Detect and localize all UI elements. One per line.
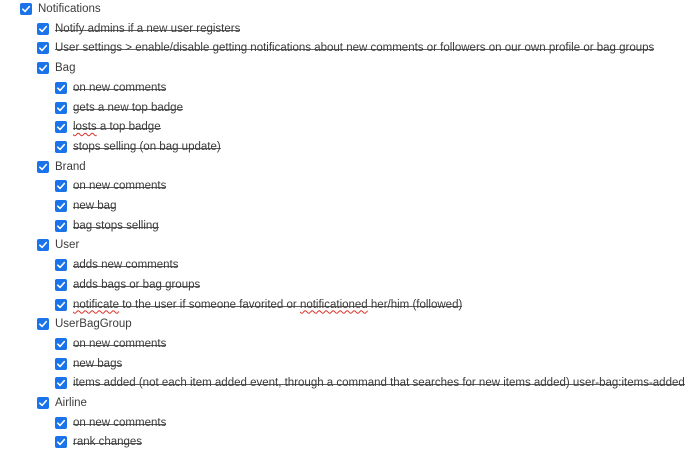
checklist-row-brand-on-new-comments[interactable] <box>0 177 600 195</box>
checkmark-icon <box>38 43 48 53</box>
checklist-row-ubg-items-added[interactable] <box>0 374 685 392</box>
checkbox-airline-rank-changes[interactable] <box>55 436 67 448</box>
checklist-label-user-notificate <box>73 296 462 314</box>
checkbox-brand[interactable] <box>37 161 49 173</box>
checkbox-user-notificate[interactable] <box>55 299 67 311</box>
checkbox-ubg-on-new-comments[interactable] <box>55 338 67 350</box>
checklist-row-notifications[interactable] <box>0 0 600 18</box>
checklist-label-brand-new-bag: new bag <box>73 197 116 215</box>
checkbox-user-settings[interactable] <box>37 42 49 54</box>
checkmark-icon <box>38 24 48 34</box>
checklist-label-bag-losts-top-badge <box>73 118 161 136</box>
checklist-label-bag-stops-selling: stops selling (on bag update) <box>73 138 221 156</box>
checklist-row-ubg-new-bags[interactable] <box>0 355 600 373</box>
checkmark-icon <box>56 378 66 388</box>
checklist-row-bag[interactable] <box>0 59 600 77</box>
checkmark-icon <box>56 122 66 132</box>
checklist-row-user-adds-bags[interactable] <box>0 276 600 294</box>
checkmark-icon <box>56 83 66 93</box>
checkmark-icon <box>38 398 48 408</box>
misspelled-word: losts <box>73 121 97 134</box>
checklist-row-bag-losts-top-badge[interactable] <box>0 118 600 136</box>
checkmark-icon <box>56 339 66 349</box>
checklist-row-brand-new-bag[interactable] <box>0 197 600 215</box>
checkbox-brand-bag-stops-selling[interactable] <box>55 220 67 232</box>
checkbox-user[interactable] <box>37 239 49 251</box>
checkmark-icon <box>38 162 48 172</box>
checkmark-icon <box>38 240 48 250</box>
checkbox-notifications[interactable] <box>20 3 32 15</box>
checkmark-icon <box>56 181 66 191</box>
checklist-label-airline-rank-changes: rank changes <box>73 433 142 451</box>
checklist-label-airline-on-new-comments: on new comments <box>73 414 166 432</box>
checkbox-notify-admins[interactable] <box>37 23 49 35</box>
checklist-label-ubg-new-bags: new bags <box>73 355 122 373</box>
checkbox-airline[interactable] <box>37 397 49 409</box>
checklist-label-user-adds-new-comments: adds new comments <box>73 256 178 274</box>
checklist-label-airline: Airline <box>55 397 87 409</box>
checkbox-bag-gets-top-badge[interactable] <box>55 102 67 114</box>
checkbox-user-adds-bags[interactable] <box>55 279 67 291</box>
checklist-row-brand[interactable] <box>0 158 600 176</box>
label-text: her/him (followed) <box>367 298 463 311</box>
checkbox-bag[interactable] <box>37 62 49 74</box>
checklist-label-brand-on-new-comments: on new comments <box>73 177 166 195</box>
checklist-label-user-adds-bags: adds bags or bag groups <box>73 276 200 294</box>
checklist-row-airline-rank-changes[interactable] <box>0 433 600 451</box>
checklist-label-user: User <box>55 239 80 252</box>
checklist-row-ubg-on-new-comments[interactable] <box>0 335 600 353</box>
checkbox-ubg-new-bags[interactable] <box>55 358 67 370</box>
checklist-row-notify-admins[interactable] <box>0 20 600 38</box>
misspelled-word: notificationed <box>299 298 368 311</box>
checklist-label-notifications: Notifications <box>38 3 101 15</box>
checklist-row-airline-on-new-comments[interactable] <box>0 414 600 432</box>
checkbox-user-adds-new-comments[interactable] <box>55 259 67 271</box>
checkbox-airline-on-new-comments[interactable] <box>55 417 67 429</box>
checklist-label-userbaggroup: UserBagGroup <box>55 318 132 331</box>
checkbox-userbaggroup[interactable] <box>37 318 49 330</box>
checklist-label-notify-admins: Notify admins if a new user registers <box>55 20 240 38</box>
checklist-row-user[interactable] <box>0 236 600 254</box>
checkbox-brand-on-new-comments[interactable] <box>55 180 67 192</box>
checklist-label-ubg-on-new-comments: on new comments <box>73 335 166 353</box>
checklist-label-ubg-items-added: items added (not each item added event, through a command that searches for new items added) user-bag:items-added <box>73 374 685 392</box>
checkmark-icon <box>38 63 48 73</box>
checkmark-icon <box>56 260 66 270</box>
checkmark-icon <box>56 437 66 447</box>
misspelled-word: notificate <box>73 298 120 311</box>
checklist-row-brand-bag-stops-selling[interactable] <box>0 217 600 235</box>
checkmark-icon <box>21 4 31 14</box>
checkbox-bag-on-new-comments[interactable] <box>55 82 67 94</box>
checklist-label-bag-gets-top-badge: gets a new top badge <box>73 99 183 117</box>
checkmark-icon <box>56 359 66 369</box>
checklist-row-bag-gets-top-badge[interactable] <box>0 99 600 117</box>
checkmark-icon <box>56 300 66 310</box>
checklist-label-brand-bag-stops-selling: bag stops selling <box>73 217 159 235</box>
checkmark-icon <box>38 319 48 329</box>
label-text: a top badge <box>96 121 161 134</box>
checklist-label-user-settings: User settings > enable/disable getting notifications about new comments or followers on our own profile or bag groups <box>55 39 654 57</box>
checklist-row-bag-stops-selling[interactable] <box>0 138 600 156</box>
checklist-label-bag-on-new-comments: on new comments <box>73 79 166 97</box>
label-text: to the user if someone favorited or <box>119 298 300 311</box>
checkmark-icon <box>56 418 66 428</box>
checkmark-icon <box>56 103 66 113</box>
checkbox-brand-new-bag[interactable] <box>55 200 67 212</box>
checklist-row-user-settings[interactable] <box>0 39 655 57</box>
checkbox-bag-stops-selling[interactable] <box>55 141 67 153</box>
checklist-row-user-notificate[interactable] <box>0 296 600 314</box>
checkmark-icon <box>56 280 66 290</box>
checklist-row-airline[interactable] <box>0 394 600 412</box>
checkbox-bag-losts-top-badge[interactable] <box>55 121 67 133</box>
checkmark-icon <box>56 142 66 152</box>
checklist-row-bag-on-new-comments[interactable] <box>0 79 600 97</box>
checkmark-icon <box>56 201 66 211</box>
checklist-row-user-adds-new-comments[interactable] <box>0 256 600 274</box>
checkbox-ubg-items-added[interactable] <box>55 377 67 389</box>
checkmark-icon <box>56 221 66 231</box>
checklist-row-userbaggroup[interactable] <box>0 315 600 333</box>
checklist-label-brand: Brand <box>55 160 86 173</box>
checklist-label-bag: Bag <box>55 62 76 75</box>
